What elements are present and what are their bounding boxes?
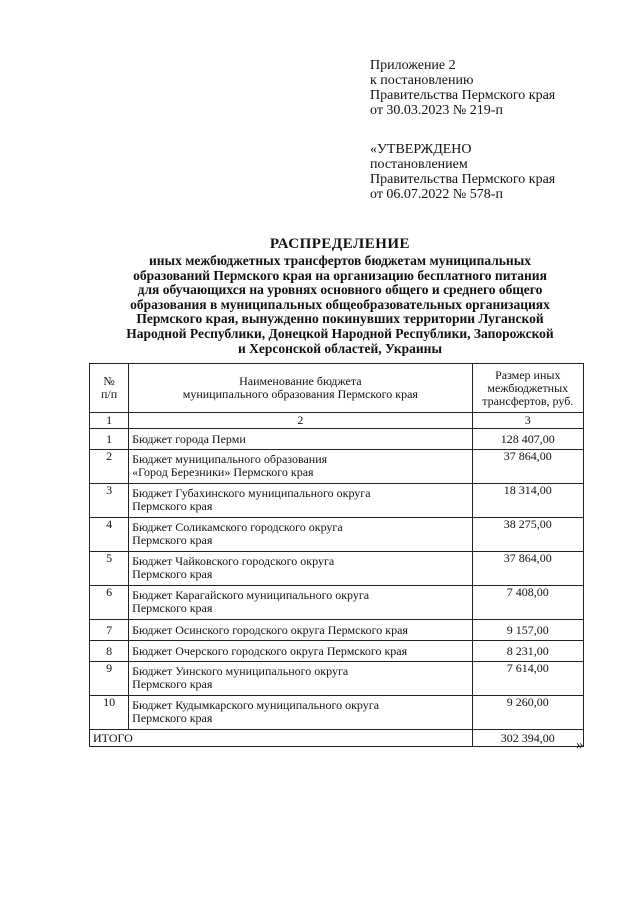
subtitle-line: образования в муниципальных общеобразовательных организациях	[130, 296, 550, 312]
table-row	[90, 620, 584, 641]
row-amount: 7 614,00	[472, 662, 583, 696]
total-label: ИТОГО	[90, 730, 473, 747]
row-amount: 37 864,00	[472, 450, 583, 484]
row-amount: 9 260,00	[472, 696, 583, 730]
row-budget-name	[129, 696, 472, 730]
row-amount: 128 407,00	[472, 429, 583, 450]
row-budget-name-line: Пермского края	[132, 677, 213, 691]
approval-line: Правительства Пермского края	[370, 172, 556, 187]
row-budget-name	[129, 429, 472, 450]
row-number: 4	[90, 518, 129, 552]
row-budget-name-line: Пермского края	[132, 499, 213, 513]
row-budget-name-line: Бюджет Очерского городского округа Пермского края	[132, 643, 408, 658]
row-budget-name	[129, 518, 472, 552]
subtitle-line: Пермского края, вынужденно покинувших территории Луганской	[136, 311, 544, 327]
header-name-cell	[129, 364, 472, 413]
row-budget-name-line: Пермского края	[132, 567, 213, 581]
appendix-block	[370, 58, 555, 118]
row-amount: 37 864,00	[472, 552, 583, 586]
table-row	[90, 696, 584, 730]
row-budget-name-line: Пермского края	[132, 601, 213, 615]
row-budget-name	[129, 620, 472, 641]
approval-line: постановлением	[370, 157, 468, 172]
header-name-line: Наименование бюджета	[239, 374, 362, 388]
row-budget-name	[129, 662, 472, 696]
header-amount-line: Размер иных	[495, 367, 561, 382]
closing-quote: »	[576, 737, 584, 753]
row-budget-name	[129, 450, 472, 484]
row-budget-name-line: Бюджет Кудымкарского муниципального округа	[132, 698, 380, 712]
row-amount: 38 275,00	[472, 518, 583, 552]
header-amount-cell	[472, 364, 583, 413]
appendix-line: от 30.03.2023 № 219-п	[370, 103, 503, 118]
subtitle-line: иных межбюджетных трансфертов бюджетам муниципальных	[149, 253, 531, 268]
table-row	[90, 641, 584, 662]
row-budget-name-line: «Город Березники» Пермского края	[132, 465, 314, 479]
header-number-line: п/п	[100, 387, 118, 401]
distribution-table	[89, 363, 584, 747]
row-budget-name-line: Бюджет Карагайского муниципального округа	[132, 588, 370, 602]
table-row	[90, 518, 584, 552]
row-amount: 7 408,00	[472, 586, 583, 620]
row-number: 2	[90, 450, 129, 484]
row-budget-name-line: Пермского края	[132, 711, 213, 725]
row-number: 5	[90, 552, 129, 586]
header-amount-line: трансфертов, руб.	[482, 393, 574, 408]
row-budget-name-line: Бюджет Уинского муниципального округа	[132, 664, 349, 678]
subtitle-line: для обучающихся на уровнях основного общего и среднего общего	[137, 282, 543, 298]
appendix-line: Правительства Пермского края	[370, 88, 556, 103]
row-number: 1	[90, 429, 129, 450]
table-total-row	[90, 730, 584, 747]
row-budget-name-line: Бюджет Соликамского городского округа	[132, 520, 343, 534]
column-number-cell: 1	[90, 413, 129, 429]
approval-block	[370, 142, 555, 202]
table-row	[90, 429, 584, 450]
row-budget-name-line: Бюджет Чайковского городского округа	[132, 554, 335, 568]
row-budget-name-line: Бюджет Губахинского муниципального округа	[132, 486, 371, 500]
table-row	[90, 552, 584, 586]
row-budget-name	[129, 484, 472, 518]
row-budget-name-line: Бюджет города Перми	[132, 431, 246, 446]
table-header-row	[90, 364, 584, 413]
row-number: 10	[90, 696, 129, 730]
row-amount: 8 231,00	[472, 641, 583, 662]
column-number-cell: 2	[129, 413, 472, 429]
table-row	[90, 586, 584, 620]
row-amount: 9 157,00	[472, 620, 583, 641]
row-budget-name	[129, 586, 472, 620]
header-name-line: муниципального образования Пермского края	[182, 387, 418, 401]
table-row	[90, 450, 584, 484]
row-budget-name-line: Бюджет Осинского городского округа Пермского края	[132, 622, 408, 637]
row-budget-name-line: Пермского края	[132, 533, 213, 547]
row-amount: 18 314,00	[472, 484, 583, 518]
table-row	[90, 662, 584, 696]
document-subtitle	[90, 254, 590, 356]
row-budget-name-line: Бюджет муниципального образования	[132, 452, 328, 466]
appendix-line: к постановлению	[370, 73, 474, 88]
subtitle-line: Народной Республики, Донецкой Народной Республики, Запорожской	[126, 325, 554, 341]
row-number: 7	[90, 620, 129, 641]
row-budget-name	[129, 641, 472, 662]
row-number: 3	[90, 484, 129, 518]
appendix-line: Приложение 2	[370, 58, 456, 73]
approval-line: «УТВЕРЖДЕНО	[370, 142, 472, 157]
column-number-cell: 3	[472, 413, 583, 429]
row-number: 9	[90, 662, 129, 696]
subtitle-line: и Херсонской областей, Украины	[238, 340, 442, 356]
approval-line: от 06.07.2022 № 578-п	[370, 187, 503, 202]
row-number: 8	[90, 641, 129, 662]
document-title: РАСПРЕДЕЛЕНИЕ	[269, 236, 411, 252]
row-budget-name	[129, 552, 472, 586]
header-number-cell	[90, 364, 129, 413]
table-row	[90, 484, 584, 518]
subtitle-line: образований Пермского края на организацию бесплатного питания	[133, 267, 547, 283]
header-number-line: №	[103, 374, 115, 388]
row-number: 6	[90, 586, 129, 620]
column-number-row	[90, 413, 584, 429]
total-amount: 302 394,00	[472, 730, 583, 747]
header-amount-line: межбюджетных	[487, 380, 569, 395]
